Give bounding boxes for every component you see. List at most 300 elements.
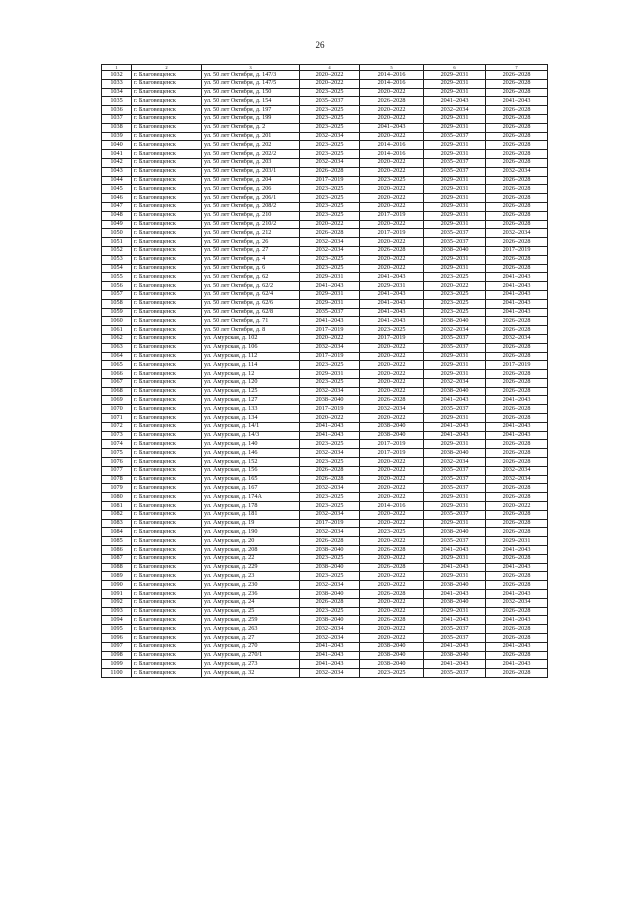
- period-col5-cell: 2020–2022: [360, 194, 424, 203]
- table-row: [102, 475, 548, 484]
- address-cell: ул. 50 лет Октября, д. 199: [202, 114, 300, 123]
- period-col4-cell: 2026–2028: [300, 475, 360, 484]
- period-col5-cell: 2023–2025: [360, 528, 424, 537]
- period-col5-cell: 2038–2040: [360, 422, 424, 431]
- city-cell: г. Благовещенск: [132, 598, 202, 607]
- period-col5-cell: 2038–2040: [360, 431, 424, 440]
- table-row: [102, 642, 548, 651]
- city-cell: г. Благовещенск: [132, 660, 202, 669]
- period-col7-cell: 2032–2034: [486, 334, 548, 343]
- period-col4-cell: 2032–2034: [300, 510, 360, 519]
- row-number: 1084: [102, 528, 132, 537]
- period-col5-cell: 2017–2019: [360, 334, 424, 343]
- period-col4-cell: 2041–2043: [300, 282, 360, 291]
- period-col6-cell: 2035–2037: [424, 625, 486, 634]
- period-col5-cell: 2026–2028: [360, 616, 424, 625]
- period-col7-cell: 2026–2028: [486, 158, 548, 167]
- table-row: [102, 282, 548, 291]
- period-col5-cell: 2017–2019: [360, 211, 424, 220]
- period-col5-cell: 2020–2022: [360, 106, 424, 115]
- address-cell: ул. 50 лет Октября, д. 2: [202, 123, 300, 132]
- period-col4-cell: 2023–2025: [300, 150, 360, 159]
- address-cell: ул. 50 лет Октября, д. 147/3: [202, 71, 300, 80]
- address-cell: ул. Амурская, д. 229: [202, 563, 300, 572]
- table-row: [102, 554, 548, 563]
- row-number: 1082: [102, 510, 132, 519]
- table-row: [102, 449, 548, 458]
- address-cell: ул. Амурская, д. 14/1: [202, 422, 300, 431]
- period-col6-cell: 2041–2043: [424, 660, 486, 669]
- period-col7-cell: 2041–2043: [486, 422, 548, 431]
- period-col5-cell: 2014–2016: [360, 79, 424, 88]
- period-col5-cell: 2020–2022: [360, 255, 424, 264]
- table-row: [102, 440, 548, 449]
- row-number: 1044: [102, 176, 132, 185]
- table-row: [102, 202, 548, 211]
- period-col5-cell: 2041–2043: [360, 123, 424, 132]
- period-col4-cell: 2029–2031: [300, 273, 360, 282]
- address-cell: ул. Амурская, д. 140: [202, 440, 300, 449]
- city-cell: г. Благовещенск: [132, 150, 202, 159]
- table-row: [102, 466, 548, 475]
- period-col5-cell: 2026–2028: [360, 546, 424, 555]
- row-number: 1038: [102, 123, 132, 132]
- address-cell: ул. 50 лет Октября, д. 26: [202, 238, 300, 247]
- period-col4-cell: 2023–2025: [300, 493, 360, 502]
- table-row: [102, 581, 548, 590]
- address-cell: ул. 50 лет Октября, д. 71: [202, 317, 300, 326]
- row-number: 1041: [102, 150, 132, 159]
- city-cell: г. Благовещенск: [132, 290, 202, 299]
- period-col6-cell: 2038–2040: [424, 387, 486, 396]
- table-row: [102, 519, 548, 528]
- period-col7-cell: 2026–2028: [486, 528, 548, 537]
- period-col4-cell: 2032–2034: [300, 158, 360, 167]
- period-col4-cell: 2032–2034: [300, 449, 360, 458]
- period-col4-cell: 2026–2028: [300, 466, 360, 475]
- address-cell: ул. Амурская, д. 178: [202, 502, 300, 511]
- period-col4-cell: 2026–2028: [300, 229, 360, 238]
- period-col6-cell: 2029–2031: [424, 88, 486, 97]
- period-col6-cell: 2035–2037: [424, 669, 486, 678]
- period-col4-cell: 2023–2025: [300, 361, 360, 370]
- row-number: 1052: [102, 246, 132, 255]
- city-cell: г. Благовещенск: [132, 510, 202, 519]
- table-row: [102, 308, 548, 317]
- address-cell: ул. Амурская, д. 236: [202, 590, 300, 599]
- address-cell: ул. 50 лет Октября, д. 6: [202, 264, 300, 273]
- address-cell: ул. Амурская, д. 146: [202, 449, 300, 458]
- row-number: 1070: [102, 405, 132, 414]
- period-col5-cell: 2017–2019: [360, 449, 424, 458]
- city-cell: г. Благовещенск: [132, 114, 202, 123]
- period-col4-cell: 2041–2043: [300, 660, 360, 669]
- period-col6-cell: 2032–2034: [424, 378, 486, 387]
- row-number: 1091: [102, 590, 132, 599]
- table-row: [102, 572, 548, 581]
- address-cell: ул. Амурская, д. 102: [202, 334, 300, 343]
- address-cell: ул. 50 лет Октября, д. 147/5: [202, 79, 300, 88]
- period-col7-cell: 2032–2034: [486, 167, 548, 176]
- period-col5-cell: 2020–2022: [360, 114, 424, 123]
- period-col7-cell: 2032–2034: [486, 475, 548, 484]
- address-cell: ул. Амурская, д. 156: [202, 466, 300, 475]
- table-row: [102, 317, 548, 326]
- period-col4-cell: 2041–2043: [300, 642, 360, 651]
- period-col6-cell: 2035–2037: [424, 238, 486, 247]
- city-cell: г. Благовещенск: [132, 528, 202, 537]
- period-col4-cell: 2023–2025: [300, 185, 360, 194]
- city-cell: г. Благовещенск: [132, 634, 202, 643]
- row-number: 1049: [102, 220, 132, 229]
- period-col7-cell: 2026–2028: [486, 651, 548, 660]
- period-col7-cell: 2026–2028: [486, 607, 548, 616]
- address-cell: ул. Амурская, д. 270/1: [202, 651, 300, 660]
- period-col5-cell: 2014–2016: [360, 150, 424, 159]
- period-col5-cell: 2020–2022: [360, 607, 424, 616]
- period-col7-cell: 2041–2043: [486, 273, 548, 282]
- city-cell: г. Благовещенск: [132, 466, 202, 475]
- period-col4-cell: 2035–2037: [300, 308, 360, 317]
- period-col6-cell: 2029–2031: [424, 71, 486, 80]
- period-col4-cell: 2029–2031: [300, 299, 360, 308]
- city-cell: г. Благовещенск: [132, 361, 202, 370]
- period-col5-cell: 2038–2040: [360, 642, 424, 651]
- period-col4-cell: 2032–2034: [300, 669, 360, 678]
- table-row: [102, 141, 548, 150]
- table-row: [102, 651, 548, 660]
- city-cell: г. Благовещенск: [132, 220, 202, 229]
- period-col6-cell: 2035–2037: [424, 343, 486, 352]
- row-number: 1071: [102, 414, 132, 423]
- period-col5-cell: 2026–2028: [360, 396, 424, 405]
- table-row: [102, 590, 548, 599]
- address-cell: ул. 50 лет Октября, д. 197: [202, 106, 300, 115]
- table-row: [102, 660, 548, 669]
- city-cell: г. Благовещенск: [132, 132, 202, 141]
- period-col6-cell: 2038–2040: [424, 317, 486, 326]
- period-col4-cell: 2020–2022: [300, 414, 360, 423]
- period-col7-cell: 2026–2028: [486, 370, 548, 379]
- period-col6-cell: 2020–2022: [424, 282, 486, 291]
- period-col4-cell: 2041–2043: [300, 431, 360, 440]
- row-number: 1077: [102, 466, 132, 475]
- period-col6-cell: 2041–2043: [424, 97, 486, 106]
- row-number: 1097: [102, 642, 132, 651]
- row-number: 1054: [102, 264, 132, 273]
- period-col4-cell: 2041–2043: [300, 422, 360, 431]
- city-cell: г. Благовещенск: [132, 414, 202, 423]
- period-col4-cell: 2023–2025: [300, 211, 360, 220]
- period-col7-cell: 2026–2028: [486, 79, 548, 88]
- period-col5-cell: 2023–2025: [360, 176, 424, 185]
- period-col7-cell: 2026–2028: [486, 387, 548, 396]
- city-cell: г. Благовещенск: [132, 581, 202, 590]
- period-col4-cell: 2041–2043: [300, 317, 360, 326]
- row-number: 1074: [102, 440, 132, 449]
- city-cell: г. Благовещенск: [132, 141, 202, 150]
- period-col6-cell: 2035–2037: [424, 537, 486, 546]
- table-row: [102, 106, 548, 115]
- period-col4-cell: 2017–2019: [300, 176, 360, 185]
- address-cell: ул. 50 лет Октября, д. 203: [202, 158, 300, 167]
- city-cell: г. Благовещенск: [132, 625, 202, 634]
- row-number: 1076: [102, 458, 132, 467]
- address-cell: ул. 50 лет Октября, д. 62/4: [202, 290, 300, 299]
- table-row: [102, 299, 548, 308]
- period-col5-cell: 2020–2022: [360, 598, 424, 607]
- period-col5-cell: 2020–2022: [360, 554, 424, 563]
- row-number: 1065: [102, 361, 132, 370]
- row-number: 1035: [102, 97, 132, 106]
- address-cell: ул. 50 лет Октября, д. 202/2: [202, 150, 300, 159]
- row-number: 1075: [102, 449, 132, 458]
- period-col4-cell: 2026–2028: [300, 167, 360, 176]
- period-col5-cell: 2020–2022: [360, 493, 424, 502]
- table-row: [102, 616, 548, 625]
- table-row: [102, 326, 548, 335]
- period-col5-cell: 2026–2028: [360, 246, 424, 255]
- table-row: [102, 343, 548, 352]
- address-cell: ул. 50 лет Октября, д. 8: [202, 326, 300, 335]
- address-cell: ул. 50 лет Октября, д. 62/2: [202, 282, 300, 291]
- schedule-table: [101, 64, 548, 678]
- period-col4-cell: 2023–2025: [300, 123, 360, 132]
- city-cell: г. Благовещенск: [132, 229, 202, 238]
- period-col5-cell: 2020–2022: [360, 185, 424, 194]
- row-number: 1045: [102, 185, 132, 194]
- period-col7-cell: 2026–2028: [486, 71, 548, 80]
- period-col7-cell: 2026–2028: [486, 194, 548, 203]
- row-number: 1067: [102, 378, 132, 387]
- address-cell: ул. Амурская, д. 125: [202, 387, 300, 396]
- period-col7-cell: 2026–2028: [486, 343, 548, 352]
- city-cell: г. Благовещенск: [132, 484, 202, 493]
- row-number: 1094: [102, 616, 132, 625]
- table-row: [102, 88, 548, 97]
- city-cell: г. Благовещенск: [132, 370, 202, 379]
- table-row: [102, 634, 548, 643]
- period-col5-cell: 2041–2043: [360, 290, 424, 299]
- city-cell: г. Благовещенск: [132, 554, 202, 563]
- period-col6-cell: 2029–2031: [424, 414, 486, 423]
- city-cell: г. Благовещенск: [132, 246, 202, 255]
- period-col5-cell: 2041–2043: [360, 273, 424, 282]
- period-col5-cell: 2023–2025: [360, 669, 424, 678]
- address-cell: ул. 50 лет Октября, д. 62: [202, 273, 300, 282]
- period-col4-cell: 2026–2028: [300, 598, 360, 607]
- column-number-4: 4: [300, 65, 360, 71]
- period-col7-cell: 2026–2028: [486, 220, 548, 229]
- period-col6-cell: 2029–2031: [424, 370, 486, 379]
- row-number: 1100: [102, 669, 132, 678]
- period-col7-cell: 2026–2028: [486, 634, 548, 643]
- row-number: 1092: [102, 598, 132, 607]
- city-cell: г. Благовещенск: [132, 563, 202, 572]
- city-cell: г. Благовещенск: [132, 123, 202, 132]
- period-col7-cell: 2026–2028: [486, 132, 548, 141]
- period-col7-cell: 2026–2028: [486, 211, 548, 220]
- row-number: 1078: [102, 475, 132, 484]
- row-number: 1042: [102, 158, 132, 167]
- row-number: 1059: [102, 308, 132, 317]
- period-col4-cell: 2020–2022: [300, 71, 360, 80]
- row-number: 1066: [102, 370, 132, 379]
- city-cell: г. Благовещенск: [132, 669, 202, 678]
- table-row: [102, 396, 548, 405]
- city-cell: г. Благовещенск: [132, 502, 202, 511]
- period-col4-cell: 2023–2025: [300, 607, 360, 616]
- period-col7-cell: 2026–2028: [486, 572, 548, 581]
- period-col7-cell: 2041–2043: [486, 290, 548, 299]
- city-cell: г. Благовещенск: [132, 158, 202, 167]
- table-row: [102, 484, 548, 493]
- city-cell: г. Благовещенск: [132, 185, 202, 194]
- period-col7-cell: 2041–2043: [486, 299, 548, 308]
- address-cell: ул. Амурская, д. 174А: [202, 493, 300, 502]
- row-number: 1099: [102, 660, 132, 669]
- table-row: [102, 431, 548, 440]
- column-number-7: 7: [486, 65, 548, 71]
- address-cell: ул. Амурская, д. 167: [202, 484, 300, 493]
- row-number: 1055: [102, 273, 132, 282]
- address-cell: ул. 50 лет Октября, д. 201: [202, 132, 300, 141]
- row-number: 1033: [102, 79, 132, 88]
- period-col7-cell: 2041–2043: [486, 642, 548, 651]
- period-col5-cell: 2023–2025: [360, 326, 424, 335]
- period-col4-cell: 2032–2034: [300, 132, 360, 141]
- row-number: 1087: [102, 554, 132, 563]
- address-cell: ул. 50 лет Октября, д. 208/2: [202, 202, 300, 211]
- period-col4-cell: 2032–2034: [300, 246, 360, 255]
- city-cell: г. Благовещенск: [132, 343, 202, 352]
- period-col4-cell: 2023–2025: [300, 378, 360, 387]
- city-cell: г. Благовещенск: [132, 326, 202, 335]
- period-col5-cell: 2020–2022: [360, 361, 424, 370]
- period-col6-cell: 2023–2025: [424, 290, 486, 299]
- row-number: 1058: [102, 299, 132, 308]
- row-number: 1063: [102, 343, 132, 352]
- period-col4-cell: 2041–2043: [300, 651, 360, 660]
- address-cell: ул. Амурская, д. 20: [202, 537, 300, 546]
- period-col7-cell: 2026–2028: [486, 352, 548, 361]
- period-col4-cell: 2038–2040: [300, 563, 360, 572]
- period-col5-cell: 2020–2022: [360, 370, 424, 379]
- period-col5-cell: 2041–2043: [360, 317, 424, 326]
- period-col4-cell: 2020–2022: [300, 220, 360, 229]
- table-row: [102, 229, 548, 238]
- city-cell: г. Благовещенск: [132, 194, 202, 203]
- period-col5-cell: 2014–2016: [360, 141, 424, 150]
- city-cell: г. Благовещенск: [132, 378, 202, 387]
- period-col7-cell: 2026–2028: [486, 493, 548, 502]
- table-row: [102, 607, 548, 616]
- row-number: 1050: [102, 229, 132, 238]
- table-row: [102, 194, 548, 203]
- city-cell: г. Благовещенск: [132, 255, 202, 264]
- city-cell: г. Благовещенск: [132, 308, 202, 317]
- table-row: [102, 334, 548, 343]
- period-col7-cell: 2026–2028: [486, 141, 548, 150]
- period-col4-cell: 2032–2034: [300, 387, 360, 396]
- table-row: [102, 114, 548, 123]
- period-col6-cell: 2029–2031: [424, 264, 486, 273]
- address-cell: ул. 50 лет Октября, д. 206: [202, 185, 300, 194]
- address-cell: ул. Амурская, д. 208: [202, 546, 300, 555]
- table-row: [102, 150, 548, 159]
- period-col7-cell: 2026–2028: [486, 202, 548, 211]
- city-cell: г. Благовещенск: [132, 88, 202, 97]
- city-cell: г. Благовещенск: [132, 71, 202, 80]
- city-cell: г. Благовещенск: [132, 264, 202, 273]
- city-cell: г. Благовещенск: [132, 422, 202, 431]
- period-col5-cell: 2038–2040: [360, 651, 424, 660]
- period-col7-cell: 2026–2028: [486, 414, 548, 423]
- period-col5-cell: 2026–2028: [360, 563, 424, 572]
- period-col5-cell: 2041–2043: [360, 308, 424, 317]
- row-number: 1096: [102, 634, 132, 643]
- address-cell: ул. Амурская, д. 32: [202, 669, 300, 678]
- period-col6-cell: 2041–2043: [424, 616, 486, 625]
- city-cell: г. Благовещенск: [132, 519, 202, 528]
- period-col6-cell: 2029–2031: [424, 185, 486, 194]
- period-col6-cell: 2029–2031: [424, 352, 486, 361]
- row-number: 1093: [102, 607, 132, 616]
- period-col6-cell: 2041–2043: [424, 396, 486, 405]
- row-number: 1080: [102, 493, 132, 502]
- row-number: 1056: [102, 282, 132, 291]
- city-cell: г. Благовещенск: [132, 440, 202, 449]
- period-col7-cell: 2041–2043: [486, 308, 548, 317]
- city-cell: г. Благовещенск: [132, 449, 202, 458]
- period-col7-cell: 2026–2028: [486, 484, 548, 493]
- period-col6-cell: 2035–2037: [424, 634, 486, 643]
- city-cell: г. Благовещенск: [132, 546, 202, 555]
- period-col5-cell: 2014–2016: [360, 502, 424, 511]
- period-col6-cell: 2029–2031: [424, 493, 486, 502]
- city-cell: г. Благовещенск: [132, 202, 202, 211]
- schedule-table-container: [101, 64, 548, 678]
- row-number: 1060: [102, 317, 132, 326]
- row-number: 1048: [102, 211, 132, 220]
- period-col6-cell: 2029–2031: [424, 202, 486, 211]
- period-col4-cell: 2023–2025: [300, 202, 360, 211]
- period-col4-cell: 2023–2025: [300, 554, 360, 563]
- period-col5-cell: 2020–2022: [360, 466, 424, 475]
- period-col7-cell: 2029–2031: [486, 537, 548, 546]
- period-col6-cell: 2029–2031: [424, 150, 486, 159]
- table-row: [102, 264, 548, 273]
- row-number: 1051: [102, 238, 132, 247]
- period-col5-cell: 2020–2022: [360, 625, 424, 634]
- period-col6-cell: 2029–2031: [424, 572, 486, 581]
- address-cell: ул. 50 лет Октября, д. 62/6: [202, 299, 300, 308]
- period-col4-cell: 2023–2025: [300, 141, 360, 150]
- period-col6-cell: 2032–2034: [424, 326, 486, 335]
- table-row: [102, 563, 548, 572]
- row-number: 1064: [102, 352, 132, 361]
- table-row: [102, 510, 548, 519]
- row-number: 1072: [102, 422, 132, 431]
- period-col7-cell: 2020–2022: [486, 502, 548, 511]
- period-col5-cell: 2020–2022: [360, 88, 424, 97]
- period-col7-cell: 2032–2034: [486, 598, 548, 607]
- period-col7-cell: 2026–2028: [486, 185, 548, 194]
- period-col5-cell: 2020–2022: [360, 343, 424, 352]
- period-col5-cell: 2032–2034: [360, 405, 424, 414]
- period-col5-cell: 2020–2022: [360, 510, 424, 519]
- period-col6-cell: 2023–2025: [424, 308, 486, 317]
